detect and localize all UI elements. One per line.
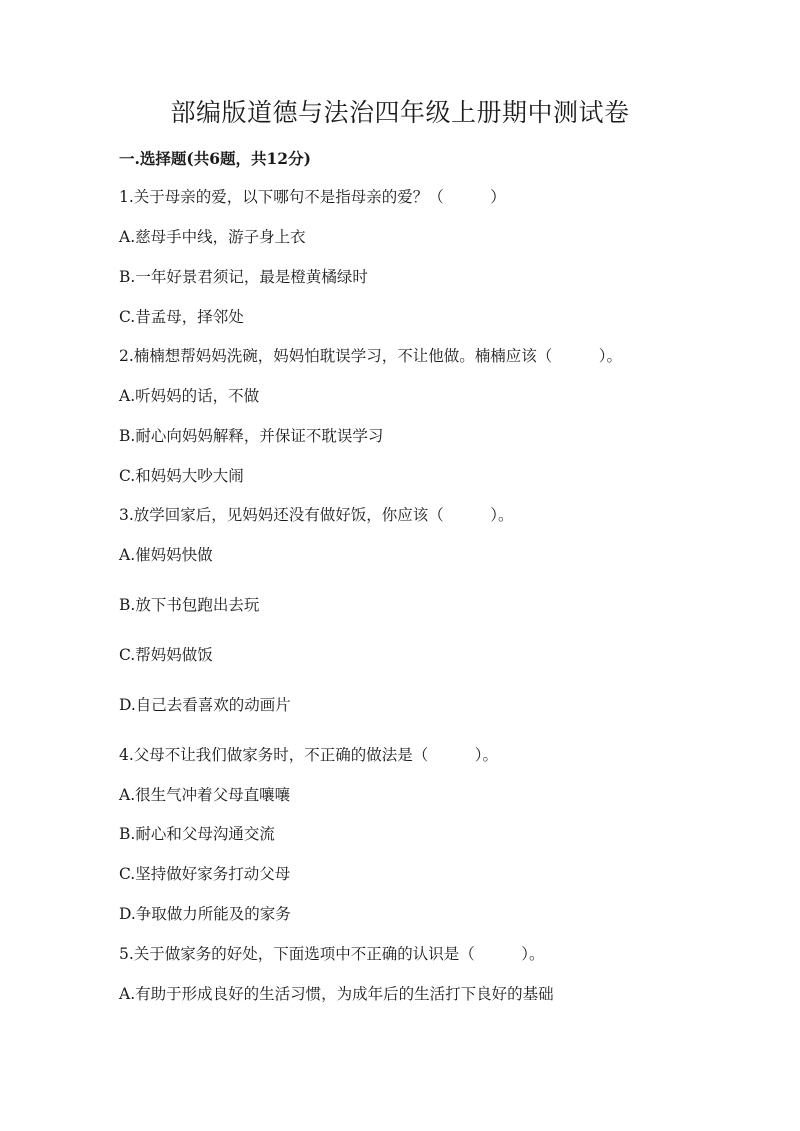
question-1-stem: 1.关于母亲的爱，以下哪句不是指母亲的爱？（ ）: [119, 188, 506, 206]
question-5-stem: 5.关于做家务的好处，下面选项中不正确的认识是（ ）。: [119, 945, 545, 963]
question-2-option-a: A.听妈妈的话，不做: [119, 387, 260, 405]
question-4-option-d: D.争取做力所能及的家务: [119, 905, 291, 923]
question-4-option-a: A.很生气冲着父母直嚷嚷: [119, 786, 291, 804]
question-3-option-d: D.自己去看喜欢的动画片: [119, 696, 291, 714]
question-5-option-a: A.有助于形成良好的生活习惯，为成年后的生活打下良好的基础: [119, 985, 554, 1003]
question-3-stem: 3.放学回家后，见妈妈还没有做好饭，你应该（ ）。: [119, 506, 514, 524]
question-3-option-b: B.放下书包跑出去玩: [119, 596, 260, 614]
question-4-stem: 4.父母不让我们做家务时，不正确的做法是（ ）。: [119, 746, 499, 764]
question-4-option-c: C.坚持做好家务打动父母: [119, 865, 291, 883]
question-2-option-c: C.和妈妈大吵大闹: [119, 467, 244, 485]
question-3-option-a: A.催妈妈快做: [119, 546, 213, 564]
question-1-option-c: C.昔孟母，择邻处: [119, 308, 244, 326]
question-2-stem: 2.楠楠想帮妈妈洗碗，妈妈怕耽误学习，不让他做。楠楠应该（ ）。: [119, 347, 623, 365]
question-3-option-c: C.帮妈妈做饭: [119, 646, 213, 664]
question-4-option-b: B.耐心和父母沟通交流: [119, 825, 275, 843]
section-heading: 一.选择题(共6题，共12分): [119, 149, 311, 168]
question-2-option-b: B.耐心向妈妈解释，并保证不耽误学习: [119, 427, 384, 445]
question-1-option-b: B.一年好景君须记，最是橙黄橘绿时: [119, 268, 368, 286]
question-1-option-a: A.慈母手中线，游子身上衣: [119, 228, 306, 246]
page-title: 部编版道德与法治四年级上册期中测试卷: [170, 98, 630, 127]
